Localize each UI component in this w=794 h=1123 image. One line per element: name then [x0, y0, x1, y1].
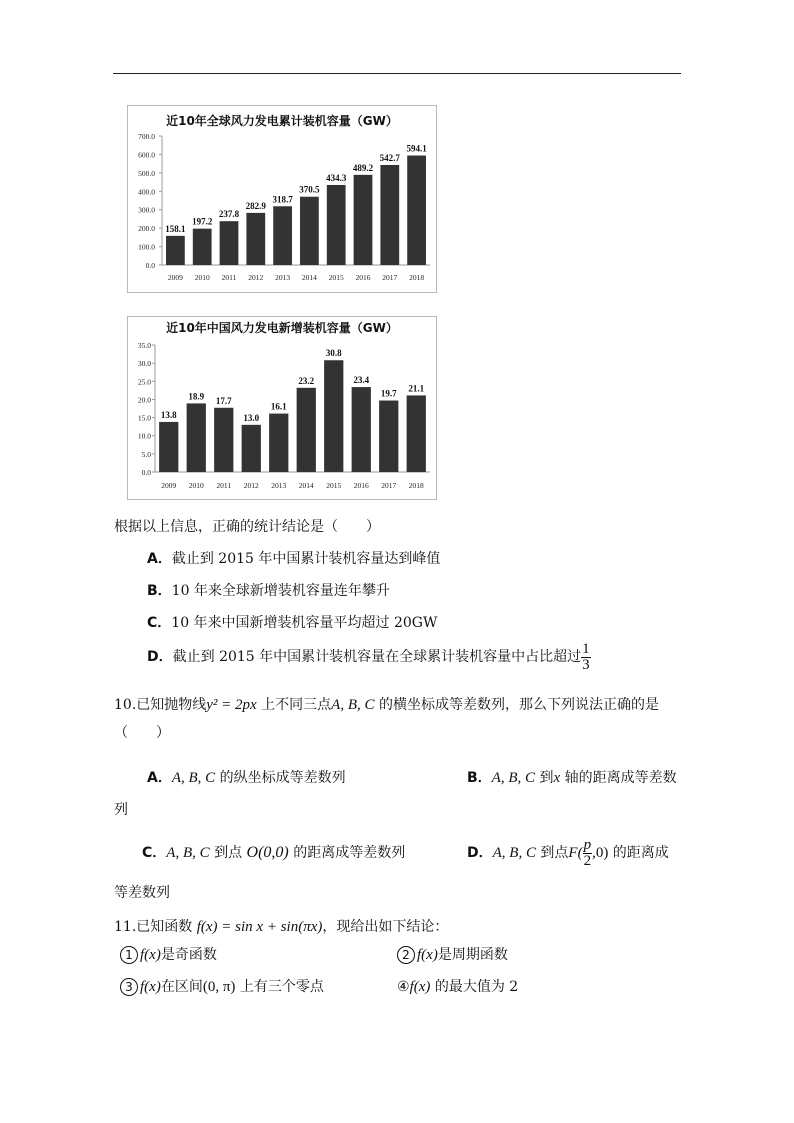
global-chart-category-label: 2009: [167, 273, 183, 282]
q10-option-d-wrap: 等差数列: [114, 885, 170, 901]
q11-s3-text2: 上有三个零点: [235, 979, 324, 995]
q9-option-a[interactable]: [147, 549, 440, 569]
china-chart-bar: [214, 408, 233, 472]
q10-equation: y² = 2px: [206, 697, 257, 713]
global-chart-data-label: 594.1: [406, 143, 427, 154]
q10-paren: （ ）: [114, 725, 170, 741]
q10-option-d-points: A, B, C: [492, 845, 536, 861]
q9-option-d[interactable]: [147, 638, 591, 676]
china-chart-bar: [187, 403, 206, 472]
global-chart-category-label: 2012: [248, 273, 264, 282]
global-chart-bar: [273, 206, 292, 265]
global-chart-data-label: 489.2: [352, 162, 374, 173]
china-chart-category-label: 2015: [326, 481, 342, 490]
q10-option-c-point: O(0,0): [246, 844, 289, 861]
global-chart-data-label: 197.2: [192, 216, 213, 227]
global-chart-bar: [246, 213, 265, 265]
q10-option-c[interactable]: [142, 843, 405, 863]
q10-option-d-fraction: [583, 838, 593, 869]
global-chart-category-label: 2014: [301, 273, 317, 282]
global-chart-bar: [354, 175, 373, 265]
global-chart-y-tick-label: 700.0: [138, 132, 155, 141]
global-wind-chart-svg: [128, 106, 436, 292]
global-chart-data-label: 282.9: [245, 200, 266, 211]
china-chart-bar: [324, 360, 343, 472]
q10-option-b-wrap: 列: [114, 802, 128, 818]
china-chart-data-label: 13.0: [243, 412, 260, 423]
china-chart-bar: [242, 425, 261, 472]
q9-option-c[interactable]: [147, 613, 437, 633]
global-chart-category-label: 2018: [409, 273, 425, 282]
fraction-denominator: 2: [583, 852, 592, 869]
q11-s1-f: f(x): [140, 947, 161, 963]
china-chart-title: 近10年中国风力发电新增装机容量（GW）: [166, 321, 398, 335]
fraction-denominator: 3: [582, 656, 590, 673]
q10-option-c-text2: 的距离成等差数列: [288, 845, 406, 861]
china-wind-chart-svg: [128, 317, 436, 499]
global-chart-y-tick-label: 400.0: [138, 187, 155, 197]
q10-option-a-label: A．: [147, 770, 172, 786]
global-chart-y-tick-label: 600.0: [138, 150, 155, 160]
global-chart-category-label: 2017: [382, 273, 398, 282]
q9-option-b-text: 10 年来全球新增装机容量连年攀升: [171, 583, 390, 599]
china-chart-bar: [379, 401, 398, 472]
china-chart-data-label: 18.9: [188, 391, 205, 402]
q11-statement-1[interactable]: [120, 945, 217, 965]
global-chart-y-tick-label: 0.0: [145, 261, 155, 270]
global-chart-y-tick-label: 500.0: [138, 168, 155, 178]
global-chart-y-tick-label: 200.0: [138, 224, 155, 234]
q10-option-d-label: D．: [467, 845, 493, 861]
china-chart-category-label: 2010: [188, 481, 204, 490]
q11-post: ，现给出如下结论：: [322, 919, 449, 935]
china-chart-category-label: 2012: [243, 481, 259, 490]
q10-option-b-text1: 到: [535, 770, 554, 786]
global-chart-bar: [220, 221, 239, 265]
circled-number-icon: 2: [397, 946, 415, 964]
global-chart-category-label: 2010: [194, 273, 210, 282]
global-chart-data-label: 237.8: [218, 209, 240, 220]
q10-post: 的横坐标成等差数列，那么下列说法正确的是: [374, 697, 659, 713]
q10-option-b-points: A, B, C: [491, 770, 536, 786]
q11-s2-text: 是周期函数: [437, 947, 508, 963]
china-chart-data-label: 13.8: [160, 409, 177, 420]
q11-statement-4[interactable]: [397, 977, 518, 997]
china-wind-new-capacity-chart: [127, 316, 437, 500]
q11-s2-f: f(x): [417, 947, 438, 963]
global-chart-category-label: 2015: [328, 273, 344, 282]
china-chart-data-label: 23.2: [298, 375, 315, 386]
header-rule: [113, 73, 681, 74]
q11-s1-text: 是奇函数: [160, 947, 217, 963]
china-chart-data-label: 17.7: [215, 395, 232, 406]
china-chart-y-tick-label: 15.0: [137, 413, 151, 423]
q10-option-b-label: B．: [467, 770, 492, 786]
q10-option-c-text1: 到点: [209, 845, 247, 861]
china-chart-bar: [159, 422, 178, 472]
china-chart-bar: [269, 414, 288, 472]
global-chart-category-label: 2013: [275, 273, 291, 282]
global-chart-bar: [193, 229, 212, 265]
global-chart-bar: [327, 185, 346, 265]
china-chart-y-tick-label: 30.0: [137, 359, 151, 369]
china-chart-data-label: 19.7: [380, 388, 397, 399]
china-chart-bar: [352, 387, 371, 472]
global-chart-data-label: 318.7: [272, 194, 293, 205]
q11-s3-interval: (0, π): [202, 979, 236, 995]
global-chart-bar: [407, 156, 426, 265]
q9-option-d-label: D．: [147, 649, 173, 665]
china-chart-y-tick-label: 5.0: [141, 449, 151, 459]
china-chart-y-tick-label: 10.0: [137, 431, 151, 441]
q10-option-d-F: F(: [568, 845, 583, 861]
circled-number-icon: 3: [120, 978, 138, 996]
q11-statement-3[interactable]: [120, 977, 324, 997]
global-chart-data-label: 370.5: [299, 184, 320, 195]
global-chart-data-label: 434.3: [326, 172, 347, 183]
circled-number-icon: 1: [120, 946, 138, 964]
global-chart-category-label: 2016: [355, 273, 371, 282]
china-chart-category-label: 2013: [271, 481, 287, 490]
q11-s3-text1: 在区间: [160, 979, 203, 995]
global-wind-capacity-chart: [127, 105, 437, 293]
q9-stem: 根据以上信息，正确的统计结论是（ ）: [114, 519, 380, 535]
q9-option-a-text: 截止到 2015 年中国累计装机容量达到峰值: [171, 551, 441, 567]
q10-option-c-label: C．: [142, 845, 167, 861]
q10-option-a-points: A, B, C: [171, 770, 216, 786]
q9-option-b-label: B．: [147, 583, 172, 599]
q9-option-c-label: C．: [147, 615, 172, 631]
q11-s4-f: f(x): [409, 979, 431, 995]
q10-option-d-text2: 的距离成: [608, 845, 669, 861]
global-chart-bar: [166, 236, 185, 265]
china-chart-category-label: 2011: [216, 481, 232, 490]
global-chart-data-label: 542.7: [379, 152, 400, 163]
q10-option-b[interactable]: [467, 768, 677, 788]
china-chart-data-label: 21.1: [408, 383, 425, 394]
q10-option-d-tail: ,0): [592, 845, 609, 861]
q9-option-a-label: A．: [147, 551, 172, 567]
q11-s3-f: f(x): [140, 979, 161, 995]
global-chart-data-label: 158.1: [165, 223, 186, 234]
global-chart-y-tick-label: 300.0: [138, 205, 155, 215]
q10-pre: 已知抛物线: [136, 697, 207, 713]
q11-s4-mark: ④: [397, 979, 410, 995]
china-chart-y-tick-label: 0.0: [141, 468, 151, 477]
global-chart-bar: [300, 197, 319, 265]
q11-number: 11.: [114, 919, 137, 935]
global-chart-bar: [380, 165, 399, 265]
global-chart-category-label: 2011: [221, 273, 237, 282]
china-chart-category-label: 2018: [408, 481, 424, 490]
china-chart-category-label: 2016: [353, 481, 369, 490]
q10-option-a-text: 的纵坐标成等差数列: [215, 770, 346, 786]
q10-option-a[interactable]: [147, 768, 346, 788]
global-chart-y-tick-label: 100.0: [138, 242, 155, 252]
q11-stem: [114, 917, 448, 937]
q9-option-c-text: 10 年来中国新增装机容量平均超过 20GW: [171, 615, 438, 631]
q10-option-b-text2: 轴的距离成等差数: [560, 770, 677, 786]
q9-option-d-fraction: [581, 642, 591, 673]
china-chart-y-tick-label: 35.0: [137, 341, 151, 350]
china-chart-category-label: 2009: [161, 481, 177, 490]
q11-s4-text: 的最大值为 2: [430, 979, 519, 995]
q10-option-d[interactable]: [467, 833, 669, 873]
fraction-numerator: p: [583, 836, 592, 853]
q9-option-b[interactable]: [147, 581, 390, 601]
q10-stem: [114, 695, 659, 715]
q10-option-d-text1: 到点: [535, 845, 569, 861]
q10-mid: 上不同三点: [256, 697, 332, 713]
china-chart-data-label: 16.1: [270, 401, 287, 412]
china-chart-y-tick-label: 25.0: [137, 377, 151, 387]
china-chart-category-label: 2017: [381, 481, 397, 490]
q10-option-c-points: A, B, C: [166, 845, 210, 861]
china-chart-bar: [297, 388, 316, 472]
q11-statement-2[interactable]: [397, 945, 508, 965]
q11-function: f(x) = sin x + sin(πx): [196, 919, 323, 935]
fraction-numerator: 1: [582, 640, 590, 657]
q9-option-d-text: 截止到 2015 年中国累计装机容量在全球累计装机容量中占比超过: [172, 649, 582, 665]
q10-option-b-x: x: [553, 770, 561, 786]
q10-number: 10.: [114, 697, 137, 713]
global-chart-title: 近10年全球风力发电累计装机容量（GW）: [166, 114, 398, 128]
china-chart-data-label: 30.8: [325, 348, 342, 359]
china-chart-category-label: 2014: [298, 481, 314, 490]
china-chart-data-label: 23.4: [353, 375, 370, 386]
china-chart-bar: [407, 395, 426, 472]
q10-points: A, B, C: [331, 697, 375, 713]
china-chart-y-tick-label: 20.0: [137, 395, 151, 405]
q11-pre: 已知函数: [136, 919, 197, 935]
